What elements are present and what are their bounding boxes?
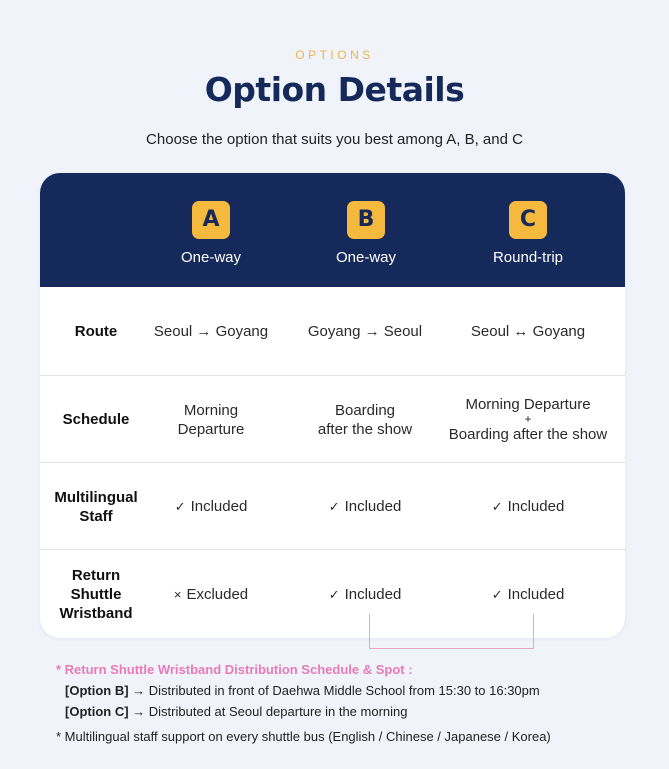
page-title: Option Details: [204, 70, 465, 109]
option-c-column[interactable]: [458, 201, 598, 266]
wristband-b-value: Included: [344, 585, 402, 603]
option-a-type: One-way: [180, 249, 242, 266]
staff-option-a: [141, 463, 281, 550]
eyebrow-label: OPTIONS: [295, 48, 374, 62]
staff-c-value: Included: [507, 498, 565, 515]
staff-label-line1: Multilingual: [54, 488, 138, 506]
schedule-label: Schedule: [62, 411, 130, 428]
option-b-column[interactable]: [296, 201, 436, 266]
notes-heading: * Return Shuttle Wristband Distribution Schedule & Spot :: [56, 662, 413, 677]
staff-row: [40, 463, 625, 550]
route-option-b: Goyang → Seoul: [307, 322, 423, 340]
page-subtitle: Choose the option that suits you best among A, B, and C: [146, 131, 523, 148]
option-a-badge: A: [192, 201, 230, 239]
wristband-c-value: Included: [507, 585, 565, 603]
schedule-b-line1: Boarding: [334, 401, 396, 419]
option-c-badge: C: [509, 201, 547, 239]
route-label: Route: [74, 322, 118, 340]
check-icon: ✓: [328, 586, 340, 602]
staff-option-b: [290, 463, 440, 550]
wristband-label-line3: Wristband: [59, 604, 133, 622]
route-option-c: Seoul ↔ Goyang: [470, 322, 586, 340]
schedule-option-a: [141, 376, 281, 463]
note-option-c-text: → Distributed at Seoul departure in the morning: [132, 704, 408, 719]
schedule-option-c: [438, 376, 618, 463]
schedule-a-line2: Departure: [177, 420, 245, 438]
wristband-option-a: [141, 550, 281, 638]
route-row: [40, 287, 625, 375]
notes-footnote: * Multilingual staff support on every shuttle bus (English / Chinese / Japanese / Korea): [56, 729, 551, 744]
schedule-option-b: [290, 376, 440, 463]
schedule-a-line1: Morning: [183, 401, 239, 419]
schedule-c-line2: Boarding after the show: [448, 426, 608, 443]
wristband-label-line2: Shuttle: [70, 585, 122, 603]
wristband-bracket: [369, 614, 534, 649]
check-icon: ✓: [174, 499, 186, 514]
note-option-b-text: → Distributed in front of Daehwa Middle School from 15:30 to 16:30pm: [132, 683, 540, 698]
schedule-row: [40, 376, 625, 463]
wristband-label-line1: Return: [71, 566, 121, 584]
note-option-c: [56, 701, 551, 722]
route-option-a: Seoul → Goyang: [153, 322, 269, 340]
staff-label: [46, 463, 146, 550]
staff-option-c: [438, 463, 618, 550]
schedule-c-plus: +: [524, 412, 532, 426]
note-option-b: [56, 680, 551, 701]
option-b-badge: B: [347, 201, 385, 239]
option-c-type: Round-trip: [492, 249, 564, 266]
note-option-c-label: [Option C]: [65, 704, 129, 719]
option-b-type: One-way: [335, 249, 397, 266]
wristband-label: [46, 550, 146, 638]
check-icon: ✓: [491, 499, 503, 514]
staff-label-line2: Staff: [79, 507, 113, 525]
table-header: [40, 173, 625, 287]
options-table: [40, 173, 625, 638]
wristband-row: [40, 550, 625, 638]
schedule-c-line1: Morning Departure: [465, 396, 591, 413]
check-icon: ✓: [328, 499, 340, 514]
notes-section: [56, 659, 551, 747]
schedule-b-line2: after the show: [317, 420, 413, 438]
cross-icon: ×: [173, 586, 182, 602]
check-icon: ✓: [491, 586, 503, 602]
staff-b-value: Included: [344, 498, 402, 515]
wristband-a-value: Excluded: [186, 585, 249, 603]
note-option-b-label: [Option B]: [65, 683, 129, 698]
option-a-column[interactable]: [141, 201, 281, 266]
staff-a-value: Included: [190, 498, 248, 515]
